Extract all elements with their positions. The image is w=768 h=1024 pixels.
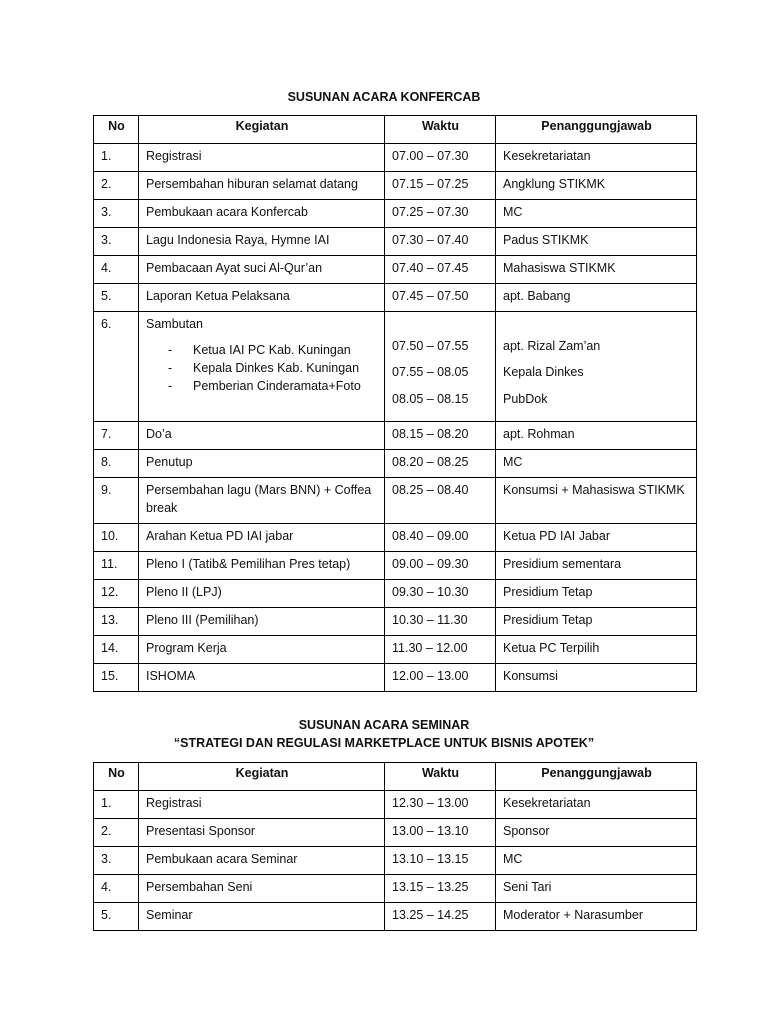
- cell-no: 15.: [94, 664, 139, 692]
- cell-waktu: 07.15 – 07.25: [385, 172, 496, 200]
- cell-pj: Kesekretariatan: [496, 791, 697, 819]
- table-row: [94, 819, 697, 847]
- table-row: [94, 228, 697, 256]
- table-row: [94, 636, 697, 664]
- cell-no: 7.: [94, 422, 139, 450]
- cell-kegiatan: Persembahan hiburan selamat datang: [139, 172, 385, 200]
- cell-waktu: 12.30 – 13.00: [385, 791, 496, 819]
- cell-waktu: 09.00 – 09.30: [385, 552, 496, 580]
- list-item: - Kepala Dinkes Kab. Kuningan: [146, 359, 378, 377]
- cell-kegiatan: Pembacaan Ayat suci Al-Qur’an: [139, 256, 385, 284]
- table-row: [94, 875, 697, 903]
- cell-no: 1.: [94, 791, 139, 819]
- cell-pj: Mahasiswa STIKMK: [496, 256, 697, 284]
- cell-kegiatan: Persembahan Seni: [139, 875, 385, 903]
- cell-pj: Angklung STIKMK: [496, 172, 697, 200]
- cell-no: 5.: [94, 284, 139, 312]
- cell-no: 8.: [94, 450, 139, 478]
- cell-waktu: 08.20 – 08.25: [385, 450, 496, 478]
- cell-pj: Ketua PC Terpilih: [496, 636, 697, 664]
- cell-waktu: 13.10 – 13.15: [385, 847, 496, 875]
- table-row: [94, 478, 697, 524]
- cell-no: 14.: [94, 636, 139, 664]
- header-waktu: Waktu: [385, 116, 496, 144]
- cell-kegiatan: Pleno I (Tatib& Pemilihan Pres tetap): [139, 552, 385, 580]
- cell-kegiatan: ISHOMA: [139, 664, 385, 692]
- table-row: [94, 450, 697, 478]
- header-penanggungjawab: Penanggungjawab: [496, 763, 697, 791]
- cell-no: 5.: [94, 903, 139, 931]
- cell-no: 4.: [94, 875, 139, 903]
- sambutan-pj: PubDok: [503, 392, 548, 406]
- cell-kegiatan: Pembukaan acara Seminar: [139, 847, 385, 875]
- cell-no: 4.: [94, 256, 139, 284]
- seminar-title: SUSUNAN ACARA SEMINAR: [298, 718, 470, 732]
- cell-waktu: 13.25 – 14.25: [385, 903, 496, 931]
- cell-pj: Moderator + Narasumber: [496, 903, 697, 931]
- cell-pj: Presidium Tetap: [496, 608, 697, 636]
- konfercab-table: [93, 115, 697, 692]
- cell-no: 11.: [94, 552, 139, 580]
- cell-kegiatan: Pembukaan acara Konfercab: [139, 200, 385, 228]
- table-row: [94, 284, 697, 312]
- cell-kegiatan: Pleno III (Pemilihan): [139, 608, 385, 636]
- cell-kegiatan: Program Kerja: [139, 636, 385, 664]
- cell-no: 3.: [94, 200, 139, 228]
- sambutan-pj: apt. Rizal Zam’an: [503, 339, 601, 353]
- header-kegiatan: Kegiatan: [139, 116, 385, 144]
- cell-waktu: 08.15 – 08.20: [385, 422, 496, 450]
- header-no: No: [94, 763, 139, 791]
- cell-kegiatan: [139, 312, 385, 422]
- table-row: [94, 580, 697, 608]
- cell-waktu: 07.00 – 07.30: [385, 144, 496, 172]
- list-item: - Pemberian Cinderamata+Foto: [146, 377, 378, 395]
- cell-kegiatan: Pleno II (LPJ): [139, 580, 385, 608]
- seminar-table: [93, 762, 697, 931]
- cell-pj: MC: [496, 200, 697, 228]
- cell-no: 2.: [94, 172, 139, 200]
- table-row: [94, 903, 697, 931]
- cell-waktu: 08.25 – 08.40: [385, 478, 496, 524]
- cell-waktu: 07.45 – 07.50: [385, 284, 496, 312]
- table-row: [94, 172, 697, 200]
- table-header-row: [94, 763, 697, 791]
- cell-pj: Presidium sementara: [496, 552, 697, 580]
- table-row: [94, 256, 697, 284]
- sambutan-list: [146, 341, 378, 395]
- cell-waktu: [385, 312, 496, 422]
- cell-kegiatan: Laporan Ketua Pelaksana: [139, 284, 385, 312]
- table-header-row: [94, 116, 697, 144]
- table-row: [94, 422, 697, 450]
- cell-waktu: 11.30 – 12.00: [385, 636, 496, 664]
- cell-kegiatan: Seminar: [139, 903, 385, 931]
- cell-kegiatan: Arahan Ketua PD IAI jabar: [139, 524, 385, 552]
- cell-no: 10.: [94, 524, 139, 552]
- cell-pj: apt. Rohman: [496, 422, 697, 450]
- cell-pj: [496, 312, 697, 422]
- cell-pj: Kesekretariatan: [496, 144, 697, 172]
- table-row: [94, 524, 697, 552]
- cell-waktu: 07.25 – 07.30: [385, 200, 496, 228]
- cell-waktu: 07.40 – 07.45: [385, 256, 496, 284]
- cell-kegiatan: Persembahan lagu (Mars BNN) + Coffea break: [139, 478, 385, 524]
- list-item: - Ketua IAI PC Kab. Kuningan: [146, 341, 378, 359]
- seminar-subtitle: “STRATEGI DAN REGULASI MARKETPLACE UNTUK BISNIS APOTEK”: [173, 736, 595, 750]
- cell-no: 6.: [94, 312, 139, 422]
- header-kegiatan: Kegiatan: [139, 763, 385, 791]
- cell-waktu: 10.30 – 11.30: [385, 608, 496, 636]
- sambutan-waktu: 08.05 – 08.15: [392, 392, 469, 406]
- cell-waktu: 12.00 – 13.00: [385, 664, 496, 692]
- cell-kegiatan: Do’a: [139, 422, 385, 450]
- cell-pj: MC: [496, 847, 697, 875]
- cell-no: 9.: [94, 478, 139, 524]
- cell-pj: Seni Tari: [496, 875, 697, 903]
- table-row: [94, 608, 697, 636]
- cell-waktu: 13.15 – 13.25: [385, 875, 496, 903]
- cell-pj: apt. Babang: [496, 284, 697, 312]
- cell-no: 2.: [94, 819, 139, 847]
- header-no: No: [94, 116, 139, 144]
- cell-kegiatan: Registrasi: [139, 791, 385, 819]
- cell-kegiatan: Registrasi: [139, 144, 385, 172]
- table-row: [94, 847, 697, 875]
- cell-pj: Konsumsi: [496, 664, 697, 692]
- sambutan-waktu: 07.50 – 07.55: [392, 339, 469, 353]
- cell-no: 13.: [94, 608, 139, 636]
- cell-pj: Presidium Tetap: [496, 580, 697, 608]
- cell-waktu: 13.00 – 13.10: [385, 819, 496, 847]
- cell-waktu: 08.40 – 09.00: [385, 524, 496, 552]
- cell-kegiatan: Penutup: [139, 450, 385, 478]
- cell-kegiatan: Lagu Indonesia Raya, Hymne IAI: [139, 228, 385, 256]
- cell-no: 3.: [94, 228, 139, 256]
- cell-pj: Padus STIKMK: [496, 228, 697, 256]
- cell-waktu: 09.30 – 10.30: [385, 580, 496, 608]
- table-row: [94, 664, 697, 692]
- header-penanggungjawab: Penanggungjawab: [496, 116, 697, 144]
- cell-pj: Konsumsi + Mahasiswa STIKMK: [496, 478, 697, 524]
- header-waktu: Waktu: [385, 763, 496, 791]
- cell-pj: MC: [496, 450, 697, 478]
- cell-no: 3.: [94, 847, 139, 875]
- table-row: [94, 144, 697, 172]
- table-row: [94, 200, 697, 228]
- sambutan-waktu: 07.55 – 08.05: [392, 365, 469, 379]
- cell-kegiatan: Presentasi Sponsor: [139, 819, 385, 847]
- cell-no: 12.: [94, 580, 139, 608]
- cell-pj: Sponsor: [496, 819, 697, 847]
- cell-no: 1.: [94, 144, 139, 172]
- table-row-sambutan: [94, 312, 697, 422]
- table-row: [94, 791, 697, 819]
- sambutan-pj: Kepala Dinkes: [503, 365, 584, 379]
- table-row: [94, 552, 697, 580]
- cell-waktu: 07.30 – 07.40: [385, 228, 496, 256]
- sambutan-label: Sambutan: [146, 317, 203, 331]
- konfercab-title: SUSUNAN ACARA KONFERCAB: [287, 90, 481, 104]
- cell-pj: Ketua PD IAI Jabar: [496, 524, 697, 552]
